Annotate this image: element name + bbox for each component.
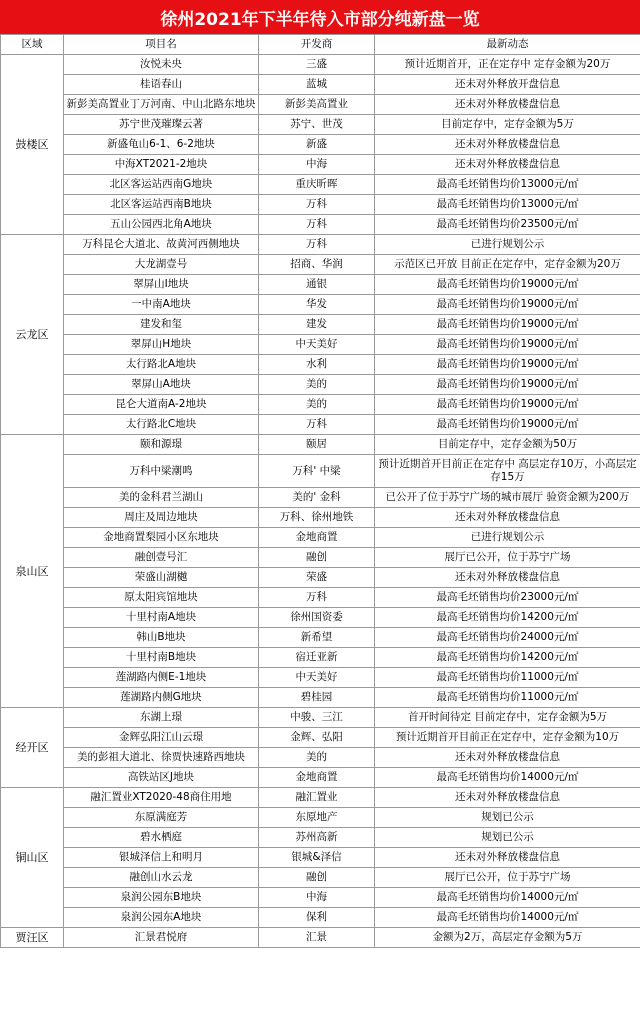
project-cell: 泉润公园东A地块	[64, 908, 259, 928]
developer-cell: 万科	[259, 195, 375, 215]
status-cell: 最高毛坯销售均价14000元/㎡	[375, 888, 640, 908]
developer-cell: 华发	[259, 295, 375, 315]
developer-cell: 融创	[259, 548, 375, 568]
developer-cell: 东原地产	[259, 808, 375, 828]
table-row	[1, 155, 640, 175]
table-row	[1, 55, 640, 75]
developer-cell: 汇景	[259, 928, 375, 948]
table-row	[1, 608, 640, 628]
status-cell: 最高毛坯销售均价13000元/㎡	[375, 195, 640, 215]
status-cell: 最高毛坯销售均价14200元/㎡	[375, 608, 640, 628]
developer-cell: 金辉、弘阳	[259, 728, 375, 748]
table-row	[1, 588, 640, 608]
developer-cell: 中骏、三江	[259, 708, 375, 728]
table-row	[1, 275, 640, 295]
table-row	[1, 175, 640, 195]
status-cell: 还未对外释放楼盘信息	[375, 155, 640, 175]
table-row	[1, 295, 640, 315]
project-cell: 北区客运站西南G地块	[64, 175, 259, 195]
header-project: 项目名	[64, 35, 259, 55]
project-cell: 融创山水云龙	[64, 868, 259, 888]
table-row	[1, 455, 640, 488]
table-row	[1, 628, 640, 648]
developer-cell: 新希望	[259, 628, 375, 648]
status-cell: 目前定存中，定存金额为50万	[375, 435, 640, 455]
status-cell: 最高毛坯销售均价23500元/㎡	[375, 215, 640, 235]
table-row	[1, 215, 640, 235]
developer-cell: 重庆昕晖	[259, 175, 375, 195]
region-cell: 铜山区	[1, 788, 64, 928]
project-cell: 美的彭祖大道北、徐贾快速路西地块	[64, 748, 259, 768]
developer-cell: 徐州国资委	[259, 608, 375, 628]
project-cell: 东湖上璟	[64, 708, 259, 728]
project-cell: 苏宁世茂璀璨云著	[64, 115, 259, 135]
project-cell: 大龙湖壹号	[64, 255, 259, 275]
status-cell: 已公开了位于苏宁广场的城市展厅 验资金额为200万	[375, 488, 640, 508]
status-cell: 还未对外释放楼盘信息	[375, 568, 640, 588]
status-cell: 还未对外释放楼盘信息	[375, 508, 640, 528]
status-cell: 最高毛坯销售均价14000元/㎡	[375, 908, 640, 928]
developer-cell: 招商、华润	[259, 255, 375, 275]
project-cell: 高铁站区J地块	[64, 768, 259, 788]
project-cell: 碧水栖庭	[64, 828, 259, 848]
status-cell: 最高毛坯销售均价24000元/㎡	[375, 628, 640, 648]
table-row	[1, 708, 640, 728]
developer-cell: 中海	[259, 888, 375, 908]
developer-cell: 融创	[259, 868, 375, 888]
table-row	[1, 75, 640, 95]
region-cell: 鼓楼区	[1, 55, 64, 235]
region-cell: 云龙区	[1, 235, 64, 435]
status-cell: 最高毛坯销售均价19000元/㎡	[375, 415, 640, 435]
table-row	[1, 135, 640, 155]
project-cell: 融汇置业XT2020-48商住用地	[64, 788, 259, 808]
status-cell: 最高毛坯销售均价19000元/㎡	[375, 275, 640, 295]
project-cell: 太行路北A地块	[64, 355, 259, 375]
region-cell: 泉山区	[1, 435, 64, 708]
table-row	[1, 195, 640, 215]
table-row	[1, 488, 640, 508]
developer-cell: 建发	[259, 315, 375, 335]
project-cell: 北区客运站西南B地块	[64, 195, 259, 215]
table-row	[1, 355, 640, 375]
status-cell: 最高毛坯销售均价19000元/㎡	[375, 355, 640, 375]
developer-cell: 水利	[259, 355, 375, 375]
project-cell: 金地商置梨园小区东地块	[64, 528, 259, 548]
status-cell: 还未对外释放楼盘信息	[375, 95, 640, 115]
developer-cell: 万科	[259, 415, 375, 435]
developer-cell: 万科、徐州地铁	[259, 508, 375, 528]
project-cell: 汝悦未央	[64, 55, 259, 75]
table-row	[1, 748, 640, 768]
table-row	[1, 375, 640, 395]
status-cell: 还未对外释放楼盘信息	[375, 788, 640, 808]
status-cell: 最高毛坯销售均价19000元/㎡	[375, 315, 640, 335]
status-cell: 已进行规划公示	[375, 528, 640, 548]
status-cell: 展厅已公开，位于苏宁广场	[375, 548, 640, 568]
project-cell: 美的金科君兰湖山	[64, 488, 259, 508]
status-cell: 已进行规划公示	[375, 235, 640, 255]
project-cell: 莲湖路内侧G地块	[64, 688, 259, 708]
status-cell: 最高毛坯销售均价11000元/㎡	[375, 668, 640, 688]
table-row	[1, 928, 640, 948]
project-cell: 莲湖路内侧E-1地块	[64, 668, 259, 688]
region-cell: 贾汪区	[1, 928, 64, 948]
developer-cell: 碧桂园	[259, 688, 375, 708]
project-cell: 银城泽信上和明月	[64, 848, 259, 868]
project-cell: 太行路北C地块	[64, 415, 259, 435]
status-cell: 还未对外释放楼盘信息	[375, 135, 640, 155]
table-row	[1, 115, 640, 135]
status-cell: 目前定存中，定存金额为5万	[375, 115, 640, 135]
table-title: 徐州2021年下半年待入市部分纯新盘一览	[0, 0, 640, 34]
table-row	[1, 888, 640, 908]
table-row	[1, 668, 640, 688]
projects-table	[0, 34, 640, 948]
table-row	[1, 848, 640, 868]
table-row	[1, 828, 640, 848]
table-row	[1, 335, 640, 355]
developer-cell: 金地商置	[259, 768, 375, 788]
developer-cell: 中海	[259, 155, 375, 175]
table-row	[1, 315, 640, 335]
developer-cell: 融汇置业	[259, 788, 375, 808]
table-row	[1, 435, 640, 455]
table-row	[1, 768, 640, 788]
developer-cell: 万科	[259, 235, 375, 255]
status-cell: 最高毛坯销售均价14000元/㎡	[375, 768, 640, 788]
table-row	[1, 95, 640, 115]
project-cell: 一中南A地块	[64, 295, 259, 315]
developer-cell: 万科	[259, 588, 375, 608]
table-row	[1, 255, 640, 275]
project-cell: 泉润公园东B地块	[64, 888, 259, 908]
project-cell: 万科昆仑大道北、故黄河西侧地块	[64, 235, 259, 255]
developer-cell: 保利	[259, 908, 375, 928]
status-cell: 展厅已公开，位于苏宁广场	[375, 868, 640, 888]
project-cell: 中海XT2021-2地块	[64, 155, 259, 175]
status-cell: 最高毛坯销售均价19000元/㎡	[375, 295, 640, 315]
table-row	[1, 868, 640, 888]
developer-cell: 中天美好	[259, 335, 375, 355]
table-row	[1, 528, 640, 548]
developer-cell: 美的	[259, 395, 375, 415]
table-row	[1, 508, 640, 528]
header-region: 区域	[1, 35, 64, 55]
project-cell: 万科中梁潮鸣	[64, 455, 259, 488]
project-cell: 融创壹号汇	[64, 548, 259, 568]
developer-cell: 万科' 中梁	[259, 455, 375, 488]
developer-cell: 宿迁亚新	[259, 648, 375, 668]
developer-cell: 金地商置	[259, 528, 375, 548]
status-cell: 最高毛坯销售均价11000元/㎡	[375, 688, 640, 708]
status-cell: 预计近期首开，正在定存中 定存金额为20万	[375, 55, 640, 75]
table-row	[1, 548, 640, 568]
developer-cell: 新盛	[259, 135, 375, 155]
region-cell: 经开区	[1, 708, 64, 788]
developer-cell: 荣盛	[259, 568, 375, 588]
status-cell: 规划已公示	[375, 808, 640, 828]
header-row	[1, 35, 640, 55]
project-cell: 昆仑大道南A-2地块	[64, 395, 259, 415]
project-cell: 翠屏山H地块	[64, 335, 259, 355]
project-cell: 颐和源璟	[64, 435, 259, 455]
project-cell: 韩山B地块	[64, 628, 259, 648]
status-cell: 最高毛坯销售均价19000元/㎡	[375, 375, 640, 395]
project-cell: 桂语春山	[64, 75, 259, 95]
developer-cell: 颐居	[259, 435, 375, 455]
table-row	[1, 908, 640, 928]
project-cell: 建发和玺	[64, 315, 259, 335]
developer-cell: 中天美好	[259, 668, 375, 688]
table-row	[1, 648, 640, 668]
status-cell: 示范区已开放 目前正在定存中，定存金额为20万	[375, 255, 640, 275]
status-cell: 还未对外释放开盘信息	[375, 75, 640, 95]
developer-cell: 通银	[259, 275, 375, 295]
table-row	[1, 568, 640, 588]
table-row	[1, 808, 640, 828]
status-cell: 金额为2万，高层定存金额为5万	[375, 928, 640, 948]
status-cell: 规划已公示	[375, 828, 640, 848]
project-cell: 东原满庭芳	[64, 808, 259, 828]
table-row	[1, 788, 640, 808]
project-cell: 翠屏山A地块	[64, 375, 259, 395]
project-cell: 五山公园西北角A地块	[64, 215, 259, 235]
table-row	[1, 688, 640, 708]
project-cell: 十里村南B地块	[64, 648, 259, 668]
project-cell: 新彭美高置业丁万河南、中山北路东地块	[64, 95, 259, 115]
status-cell: 最高毛坯销售均价14200元/㎡	[375, 648, 640, 668]
developer-cell: 苏宁、世茂	[259, 115, 375, 135]
developer-cell: 美的' 金科	[259, 488, 375, 508]
table-row	[1, 728, 640, 748]
table-row	[1, 395, 640, 415]
developer-cell: 美的	[259, 375, 375, 395]
project-cell: 荣盛山湖樾	[64, 568, 259, 588]
status-cell: 首开时间待定 目前定存中，定存金额为5万	[375, 708, 640, 728]
status-cell: 预计近期首开目前正在定存中 高层定存10万，小高层定存15万	[375, 455, 640, 488]
header-developer: 开发商	[259, 35, 375, 55]
project-cell: 原太阳宾馆地块	[64, 588, 259, 608]
project-cell: 翠屏山I地块	[64, 275, 259, 295]
status-cell: 还未对外释放楼盘信息	[375, 848, 640, 868]
status-cell: 最高毛坯销售均价13000元/㎡	[375, 175, 640, 195]
developer-cell: 美的	[259, 748, 375, 768]
developer-cell: 三盛	[259, 55, 375, 75]
project-cell: 新盛龟山6-1、6-2地块	[64, 135, 259, 155]
developer-cell: 万科	[259, 215, 375, 235]
developer-cell: 蓝城	[259, 75, 375, 95]
table-row	[1, 415, 640, 435]
project-cell: 周庄及周边地块	[64, 508, 259, 528]
table-row	[1, 235, 640, 255]
project-cell: 汇景君悦府	[64, 928, 259, 948]
status-cell: 最高毛坯销售均价19000元/㎡	[375, 395, 640, 415]
status-cell: 最高毛坯销售均价23000元/㎡	[375, 588, 640, 608]
project-cell: 金辉弘阳江山云璟	[64, 728, 259, 748]
developer-cell: 新彭美高置业	[259, 95, 375, 115]
table-body	[1, 55, 640, 948]
project-cell: 十里村南A地块	[64, 608, 259, 628]
header-status: 最新动态	[375, 35, 640, 55]
developer-cell: 银城&泽信	[259, 848, 375, 868]
status-cell: 还未对外释放楼盘信息	[375, 748, 640, 768]
status-cell: 预计近期首开目前正在定存中，定存金额为10万	[375, 728, 640, 748]
developer-cell: 苏州高新	[259, 828, 375, 848]
status-cell: 最高毛坯销售均价19000元/㎡	[375, 335, 640, 355]
